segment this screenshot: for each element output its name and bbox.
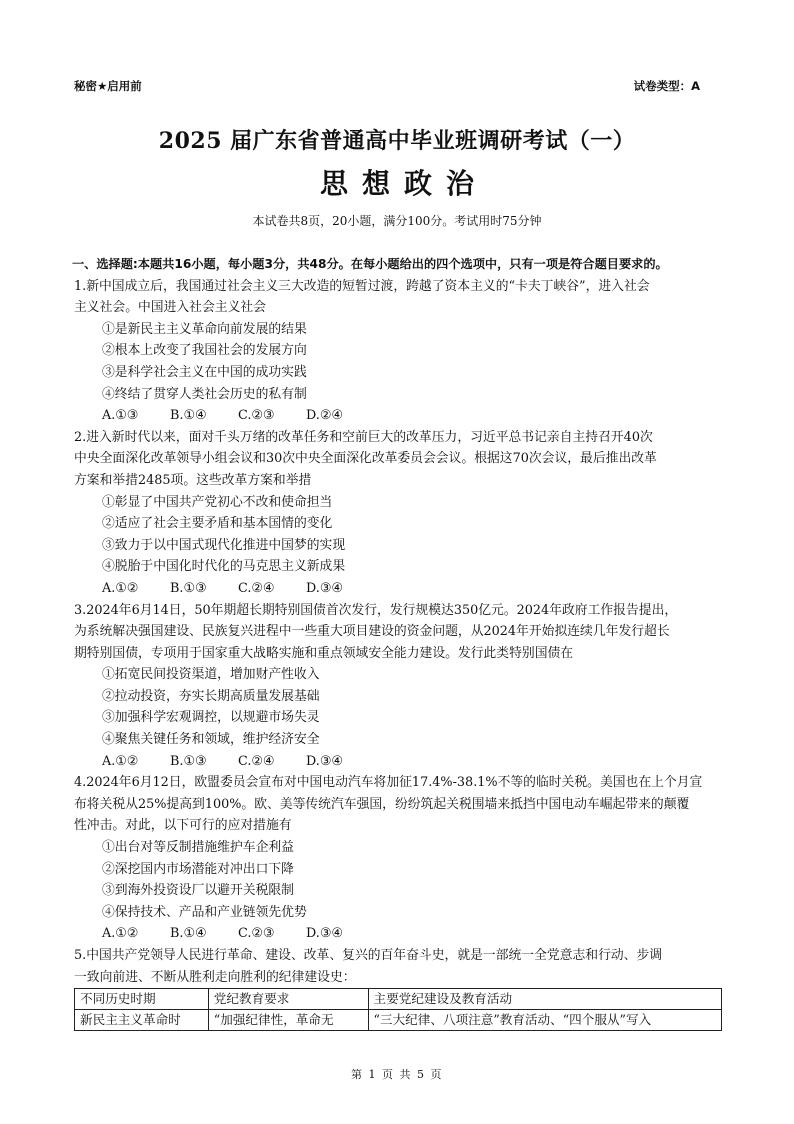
party-discipline-table <box>74 988 722 1031</box>
exam-info: 本试卷共8页，20小题，满分100分。考试用时75分钟 <box>252 214 542 228</box>
section-heading: 一、选择题:本题共16小题，每小题3分，共48分。在每小题给出的四个选项中，只有一项是符合题目要求的。 <box>72 257 668 271</box>
question-stem-line: 5.中国共产党领导人民进行革命、建设、改革、复兴的百年奋斗史，就是一部统一全党意志和行动、步调 <box>74 948 663 963</box>
statement-option: ④聚焦关键任务和领域，维护经济安全 <box>102 732 320 748</box>
question-4 <box>74 772 728 945</box>
question-stem-line: 4.2024年6月12日，欧盟委员会宣布对中国电动汽车将加征17.4%-38.1%不等的临时关税。美国也在上个月宣 <box>74 775 703 791</box>
statement-option: ③加强科学宏观调控，以规避市场失灵 <box>102 710 320 726</box>
answer-choices <box>74 751 728 773</box>
statement-option: ①拓宽民间投资渠道，增加财产性收入 <box>102 667 320 683</box>
statement-option: ①出台对等反制措施维护车企利益 <box>102 840 294 856</box>
statement-option: ②深挖国内市场潜能对冲出口下降 <box>102 861 294 877</box>
table-cell: “三大纪律、八项注意”教育活动、“四个服从”写入 <box>368 1010 721 1031</box>
choice-a: A.①② <box>102 580 139 596</box>
choice-d: D.②④ <box>306 408 343 424</box>
statement-option: ④终结了贯穿人类社会历史的私有制 <box>102 386 307 402</box>
choice-b: B.①④ <box>170 926 207 942</box>
choice-d: D.③④ <box>306 926 343 942</box>
question-stem-line: 主义社会。中国进入社会主义社会 <box>74 300 266 316</box>
exam-title: 2025 届广东省普通高中毕业班调研考试（一） <box>158 128 636 154</box>
question-stem-line: 2.进入新时代以来，面对千头万绪的改革任务和空前巨大的改革压力，习近平总书记亲自主持召开40次 <box>74 429 653 445</box>
subject-title: 思想政治 <box>319 167 488 200</box>
table-header-cell: 不同历史时期 <box>75 989 209 1010</box>
question-stem-line: 为系统解决强国建设、民族复兴进程中一些重大项目建设的资金问题，从2024年开始拟连续几年发行超长 <box>74 624 670 640</box>
table-cell: “加强纪律性，革命无 <box>208 1010 368 1031</box>
statement-option: ②拉动投资，夯实长期高质量发展基础 <box>102 688 320 704</box>
question-stem-line: 性冲击。对此，以下可行的应对措施有 <box>74 818 292 834</box>
choice-c: C.②③ <box>238 408 275 424</box>
statement-option: ③到海外投资设厂以避开关税限制 <box>102 883 294 899</box>
question-5 <box>74 945 728 988</box>
table-header-cell: 党纪教育要求 <box>208 989 368 1010</box>
choice-c: C.②③ <box>238 926 275 942</box>
statement-option: ③是科学社会主义在中国的成功实践 <box>102 364 307 380</box>
choice-c: C.②④ <box>238 753 275 769</box>
question-stem-line: 3.2024年6月14日，50年期超长期特别国债首次发行，发行规模达350亿元。2024年政府工作报告提出， <box>74 602 678 618</box>
choice-a: A.①② <box>102 926 139 942</box>
statement-option: ③致力于以中国式现代化推进中国梦的实现 <box>102 537 346 553</box>
statement-option: ④保持技术、产品和产业链领先优势 <box>102 904 307 920</box>
choice-a: A.①② <box>102 753 139 769</box>
answer-choices <box>74 923 728 945</box>
question-2 <box>74 427 728 600</box>
choice-b: B.①③ <box>170 753 207 769</box>
statement-option: ②适应了社会主要矛盾和基本国情的变化 <box>102 516 333 532</box>
table-cell: 新民主主义革命时 <box>75 1010 209 1031</box>
choice-b: B.①④ <box>170 408 207 424</box>
statement-option: ②根本上改变了我国社会的发展方向 <box>102 343 307 359</box>
question-stem-line: 中央全面深化改革领导小组会议和30次中央全面深化改革委员会会议。根据这70次会议，最后推出改革 <box>74 451 657 467</box>
statement-option: ①彰显了中国共产党初心不改和使命担当 <box>102 494 333 510</box>
paper-type-label: 试卷类型：A <box>633 79 700 93</box>
question-stem-line: 方案和举措2485项。这些改革方案和举措 <box>74 472 312 488</box>
header-bar <box>74 78 700 94</box>
choice-c: C.②④ <box>238 580 275 596</box>
exam-body <box>74 254 728 1031</box>
choice-d: D.③④ <box>306 753 343 769</box>
statement-option: ④脱胎于中国化时代化的马克思主义新成果 <box>102 559 346 575</box>
question-stem-line: 布将关税从25%提高到100%。欧、美等传统汽车强国，纷纷筑起关税围墙来抵挡中国电动车崛起带来的颠覆 <box>74 796 690 812</box>
question-stem-line: 一致向前进、不断从胜利走向胜利的纪律建设史： <box>74 969 356 985</box>
question-1 <box>74 276 728 427</box>
question-stem-line: 1.新中国成立后，我国通过社会主义三大改造的短暂过渡，跨越了资本主义的“卡夫丁峡谷”，进入社会 <box>74 278 650 294</box>
choice-b: B.①③ <box>170 580 207 596</box>
confidential-label: 秘密★启用前 <box>74 79 142 93</box>
choice-a: A.①③ <box>102 408 139 424</box>
table-header-row <box>75 989 722 1010</box>
question-3 <box>74 600 728 773</box>
table-row <box>75 1010 722 1031</box>
answer-choices <box>74 405 728 427</box>
statement-option: ①是新民主主义革命向前发展的结果 <box>102 321 307 337</box>
question-stem-line: 期特别国债，专项用于国家重大战略实施和重点领域安全能力建设。发行此类特别国债在 <box>74 645 574 661</box>
page-number: 第 1 页 共 5 页 <box>351 1068 443 1081</box>
choice-d: D.③④ <box>306 580 343 596</box>
table-header-cell: 主要党纪建设及教育活动 <box>368 989 721 1010</box>
answer-choices <box>74 578 728 600</box>
